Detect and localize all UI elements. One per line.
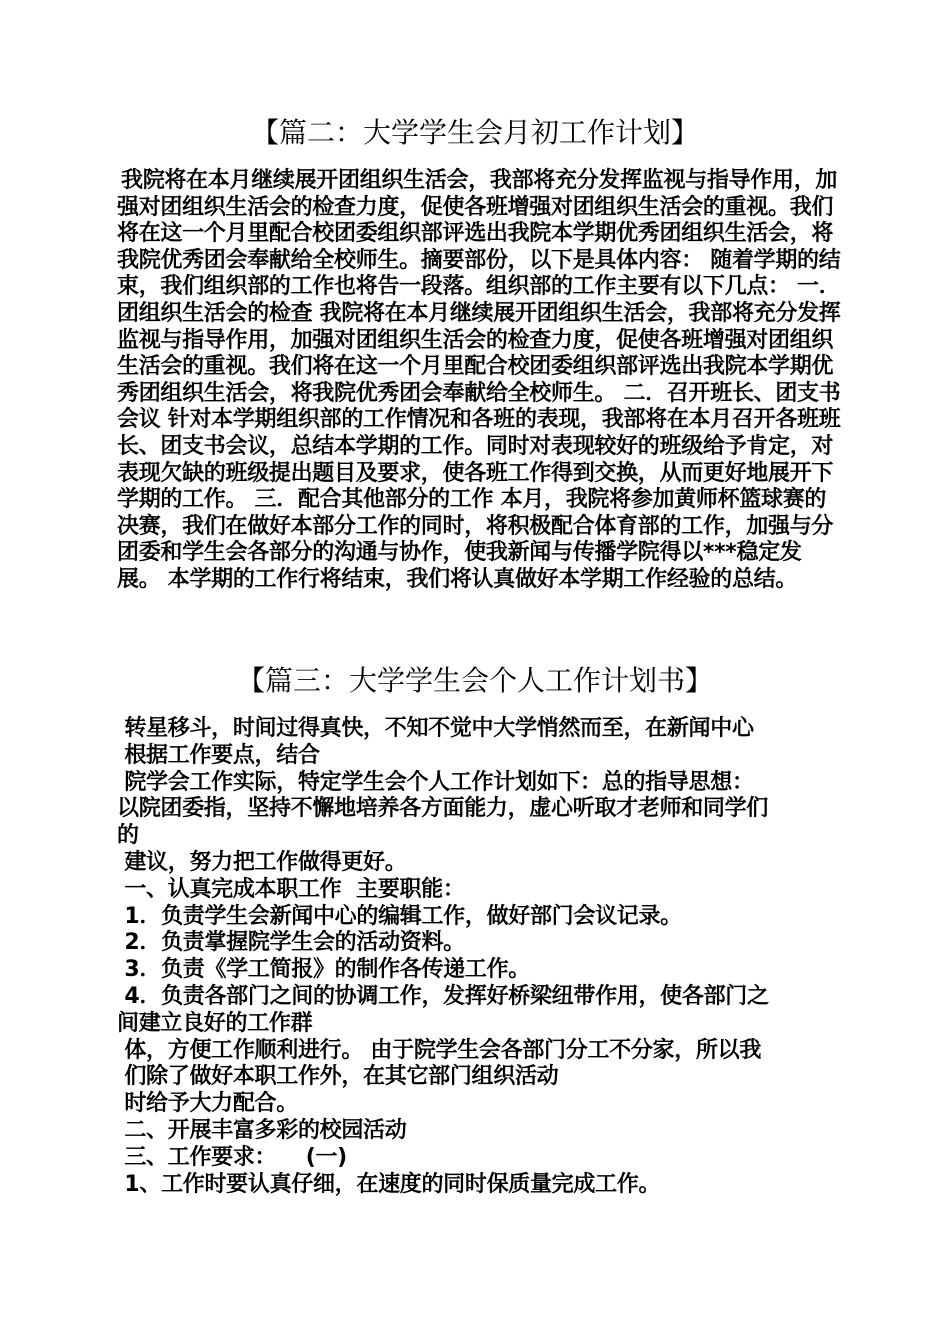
- body-line: 1．负责学生会新闻中心的编辑工作，做好部门会议记录。: [117, 903, 682, 929]
- body-line: 时给予大力配合。: [117, 1091, 298, 1117]
- body-line: 们除了做好本职工作外，在其它部门组织活动: [117, 1064, 559, 1090]
- body-line: 2．负责掌握院学生会的活动资料。: [117, 930, 465, 956]
- body-line: 1、工作时要认真仔细，在速度的同时保质量完成工作。: [117, 1171, 661, 1197]
- body-line: 以院团委指，坚持不懈地培养各方面能力，虚心听取才老师和同学们: [117, 796, 769, 822]
- body-line: 院学会工作实际，特定学生会个人工作计划如下：总的指导思想：: [117, 769, 754, 795]
- body-line: 一、认真完成本职工作 主要职能：: [117, 876, 465, 902]
- body-line: 建议，努力把工作做得更好。: [117, 849, 407, 875]
- body-line: 三、工作要求： (一): [117, 1144, 347, 1170]
- body-line: 3．负责《学工简报》的制作各传递工作。: [117, 957, 530, 983]
- body-line: 二、开展丰富多彩的校园活动: [117, 1117, 407, 1143]
- body-line: 转星移斗，时间过得真快，不知不觉中大学悄然而至，在新闻中心: [117, 716, 754, 741]
- body-line: 4．负责各部门之间的协调工作，发挥好桥梁纽带作用，使各部门之: [117, 983, 769, 1009]
- section-two-body: 我院将在本月继续展开团组织生活会，我部将充分发挥监视与指导作用，加强对团组织生活会的检查力度，促使各班增强对团组织生活会的重视。我们将在这一个月里配合校团委组织部评选出我院本学期优秀团组织生活会，将我院优秀团会奉献给全校师生。摘要部份，以下是具体内容： 随着学期的结束，我们组织部的工作也将告一段落。组织部的工作主要有以下几点： 一．团组织生活会的检查 我院将在本月继续展开团组织生活会，我部将充分发挥监视与指导作用，加强对团组织生活会的检查力度，促使各班增强对团组织生活会的重视。我们将在这一个月里配合校团委组织部评选出我院本学期优秀团组织生活会，将我院优秀团会奉献给全校师生。 二．召开班长、团支书会议 针对本学期组织部的工作情况和各班的表现，我部将在本月召开各班班长、团支书会议，总结本学期的工作。同时对表现较好的班级给予肯定，对表现欠缺的班级提出题目及要求，使各班工作得到交换，从而更好地展开下学期的工作。 三．配合其他部分的工作 本月，我院将参加黄师杯篮球赛的决赛，我们在做好本部分工作的同时，将积极配合体育部的工作，加强与分团委和学生会各部分的沟通与协作，使我新闻与传播学院得以***稳定发展。 本学期的工作行将结束，我们将认真做好本学期工作经验的总结。: [117, 168, 841, 592]
- body-line: 根据工作要点，结合: [117, 742, 320, 768]
- section-three-title: 【篇三：大学学生会个人工作计划书】: [236, 664, 713, 697]
- section-two-title: 【篇二：大学学生会月初工作计划】: [250, 116, 699, 149]
- body-line: 的: [117, 823, 139, 849]
- body-line: 间建立良好的工作群: [117, 1010, 313, 1036]
- body-line: 体，方便工作顺利进行。 由于院学生会各部门分工不分家，所以我: [117, 1037, 762, 1063]
- section-three-body: [117, 716, 845, 1198]
